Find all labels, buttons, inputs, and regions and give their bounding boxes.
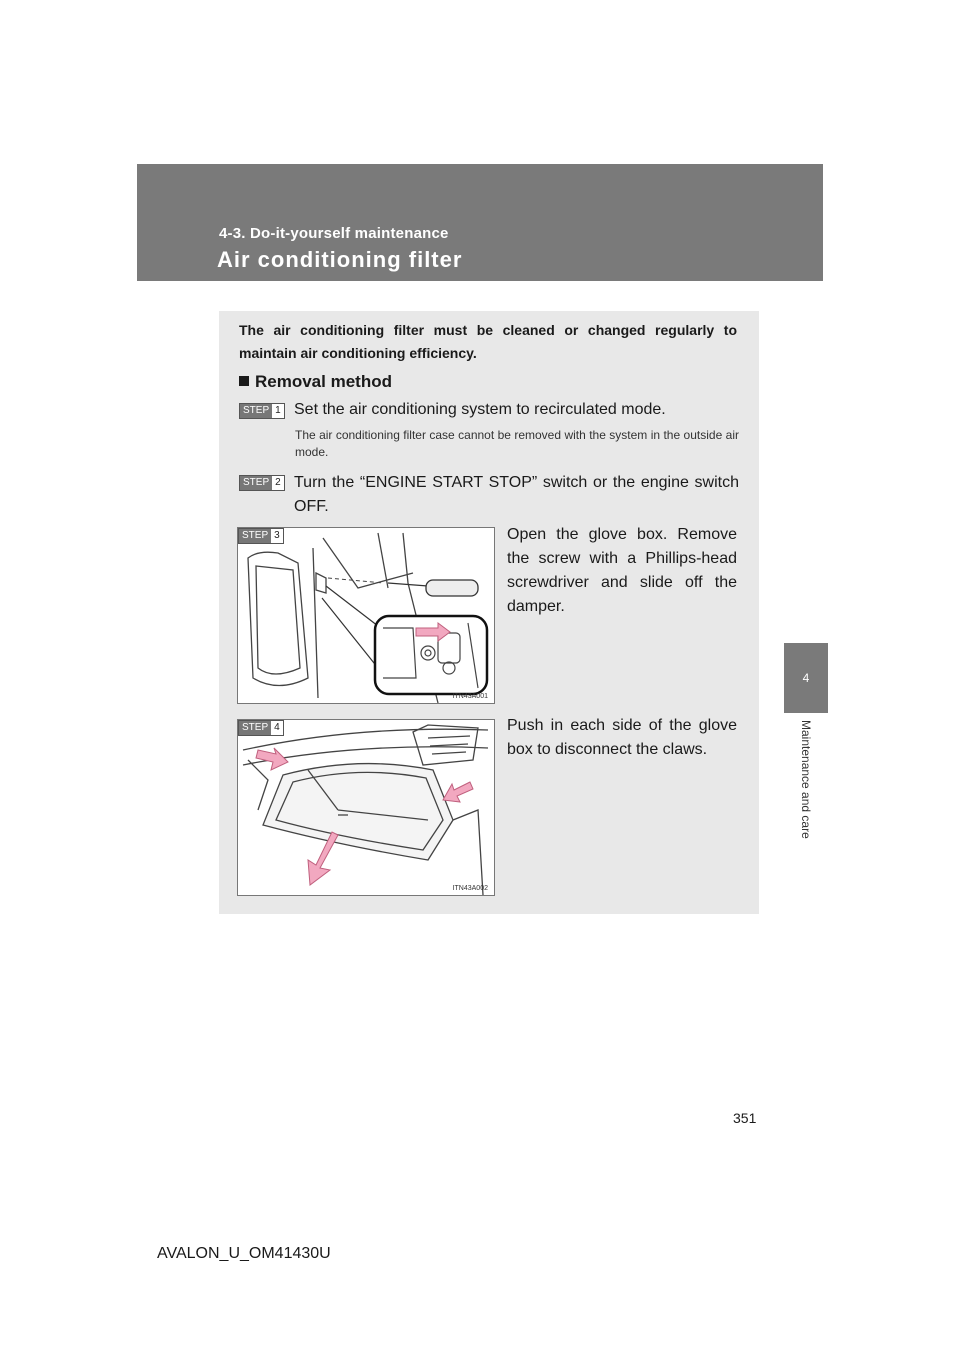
step-2-text: Turn the “ENGINE START STOP” switch or the engine switch OFF. [294,474,739,515]
chapter-label: Maintenance and care [799,720,813,839]
step-label: STEP [239,529,271,543]
document-code: AVALON_U_OM41430U [157,1245,331,1262]
section-label: 4-3. Do-it-yourself maintenance [219,225,449,242]
step-label: STEP [240,404,272,418]
step-number: 1 [272,404,284,418]
header-band [137,164,823,281]
figure-code: ITN43A002 [452,885,488,892]
step-4-figure [237,719,495,896]
chapter-number: 4 [802,671,810,685]
intro-text: The air conditioning filter must be cleaned or changed regularly to maintain air conditioning efficiency. [239,322,737,361]
step-1-text: Set the air conditioning system to recirculated mode. [294,401,666,418]
square-bullet-icon [239,376,249,386]
step-4-text: Push in each side of the glove box to disconnect the claws. [507,717,737,758]
step-number: 3 [271,529,283,543]
step-label: STEP [240,476,272,490]
step-number: 4 [271,721,283,735]
subheading [239,372,392,392]
step-label: STEP [239,721,271,735]
step-3-figure [237,527,495,704]
step-number: 2 [272,476,284,490]
step-badge-4 [238,720,284,736]
page-number: 351 [733,1110,757,1126]
figure-code: ITN43A001 [452,693,488,700]
step-badge-3 [238,528,284,544]
content-panel [219,311,759,914]
glove-box-claws-illustration [238,720,494,895]
subheading-text: Removal method [255,372,392,391]
glove-box-screw-illustration [238,528,494,703]
step-badge-1 [239,403,285,419]
step-1-note: The air conditioning filter case cannot be removed with the system in the outside air mode. [295,428,739,459]
chapter-tab [784,643,828,713]
page-title: Air conditioning filter [217,247,463,272]
step-3-text: Open the glove box. Remove the screw with a Phillips-head screwdriver and slide off the damper. [507,526,737,615]
step-badge-2 [239,475,285,491]
